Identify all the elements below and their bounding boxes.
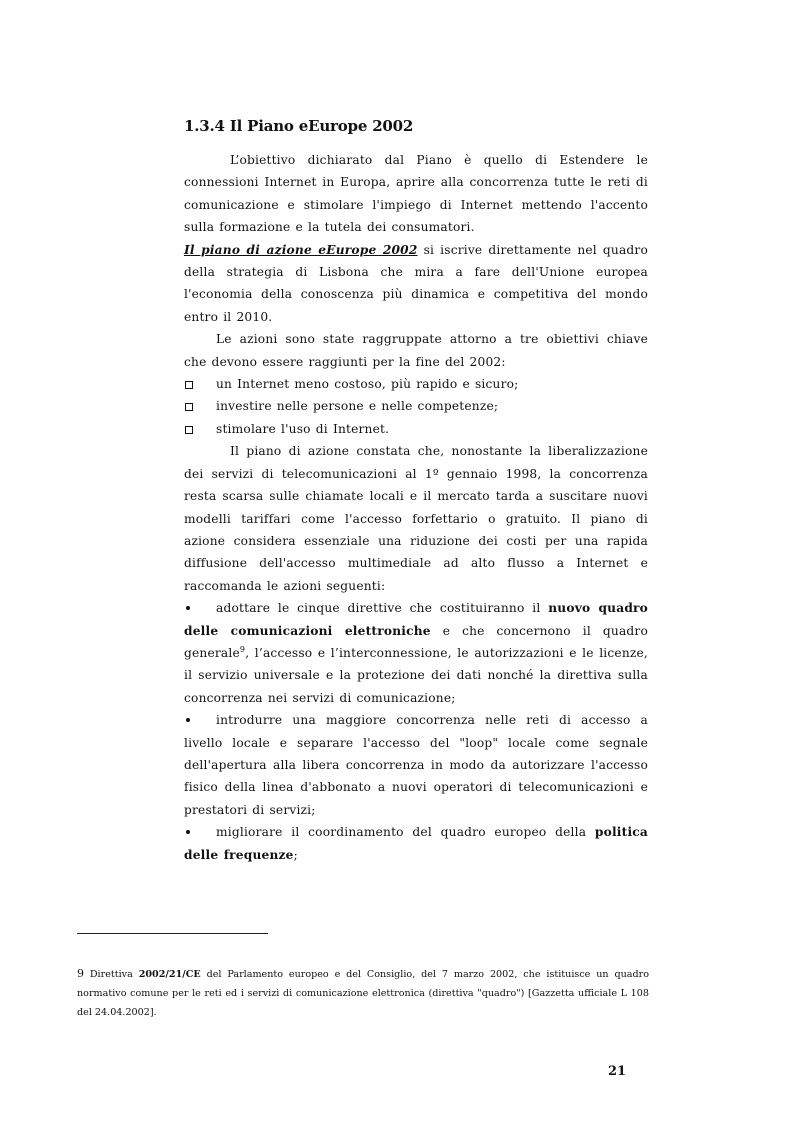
action-item-frequencies: migliorare il coordinamento del quadro europeo della politica delle frequenze;	[184, 825, 648, 862]
objectives-list	[184, 373, 648, 440]
emphasis-frequency-policy: politica delle frequenze	[184, 825, 648, 862]
emphasis-new-framework: nuovo quadro delle comunicazioni elettroniche	[184, 601, 649, 638]
body-text	[184, 149, 648, 866]
checkbox-bullet-icon	[185, 403, 193, 411]
footnote-directive-id: 2002/21/CE	[138, 969, 201, 980]
footnote: 9 Direttiva 2002/21/CE del Parlamento europeo e del Consiglio, del 7 marzo 2002, che istituisce un quadro normativo comune per le reti ed i servizi di comunicazione elettronica (direttiva "quadro") [Gazzetta ufficiale L 108 del 24.04.2002].	[77, 967, 649, 1018]
page-number: 21	[608, 1064, 627, 1079]
checkbox-bullet-icon	[185, 381, 193, 389]
footnote-separator	[77, 933, 268, 934]
section-heading: 1.3.4 Il Piano eEurope 2002	[184, 117, 414, 135]
paragraph-action-plan	[184, 239, 648, 329]
paragraph-findings: Il piano di azione constata che, nonostante la liberalizzazione dei servizi di telecomunicazioni al 1º gennaio 1998, la concorrenza resta scarsa sulle chiamate locali e il mercato tarda a suscitare nuovi modelli tariffari come l'accesso forfettario o gratuito. Il piano di azione considera essenziale una riduzione dei costi per una rapida diffusione dell'accesso multimediale ad alto flusso a Internet e raccomanda le azioni seguenti:	[184, 444, 648, 593]
list-item: investire nelle persone e nelle competenze;	[184, 395, 648, 417]
action-plan-text: si iscrive direttamente nel quadro della strategia di Lisbona che mira a fare dell'Unione europea l'economia della conoscenza più dinamica e competitiva del mondo entro il 2010.	[184, 242, 648, 324]
footnote-reference[interactable]: 9	[239, 644, 246, 654]
paragraph-objective: L’obiettivo dichiarato dal Piano è quello di Estendere le connessioni Internet in Europa, aprire alla concorrenza tutte le reti di comunicazione e stimolare l'impiego di Internet mettendo l'accento sulla formazione e la tutela dei consumatori.	[184, 153, 648, 235]
paragraph-actions-grouped: Le azioni sono state raggruppate attorno a tre obiettivi chiave che devono essere raggiunti per la fine del 2002:	[184, 332, 648, 369]
dot-bullet-icon	[186, 606, 190, 610]
action-item-directives: adottare le cinque direttive che costituiranno il nuovo quadro delle comunicazioni elettroniche e che concernono il quadro generale$^9$, l’accesso e l’interconnessione, le autorizzazioni e le licenze, il servizio universale e la protezione dei dati nonché la direttiva sulla concorrenza nei servizi di comunicazione;	[184, 601, 649, 705]
list-item: stimolare l'uso di Internet.	[184, 418, 648, 440]
dot-bullet-icon	[186, 718, 190, 722]
action-plan-title: Il piano di azione eEurope 2002	[184, 242, 418, 257]
checkbox-bullet-icon	[185, 426, 193, 434]
dot-bullet-icon	[186, 830, 190, 834]
footnote-number: 9	[77, 967, 84, 980]
list-item: un Internet meno costoso, più rapido e sicuro;	[184, 373, 648, 395]
action-item-competition: introdurre una maggiore concorrenza nelle reti di accesso a livello locale e separare l'accesso del "loop" locale come segnale dell'apertura alla libera concorrenza in modo da autorizzare l'accesso fisico della linea d'abbonato a nuovi operatori di telecomunicazioni e prestatori di servizi;	[184, 713, 648, 817]
